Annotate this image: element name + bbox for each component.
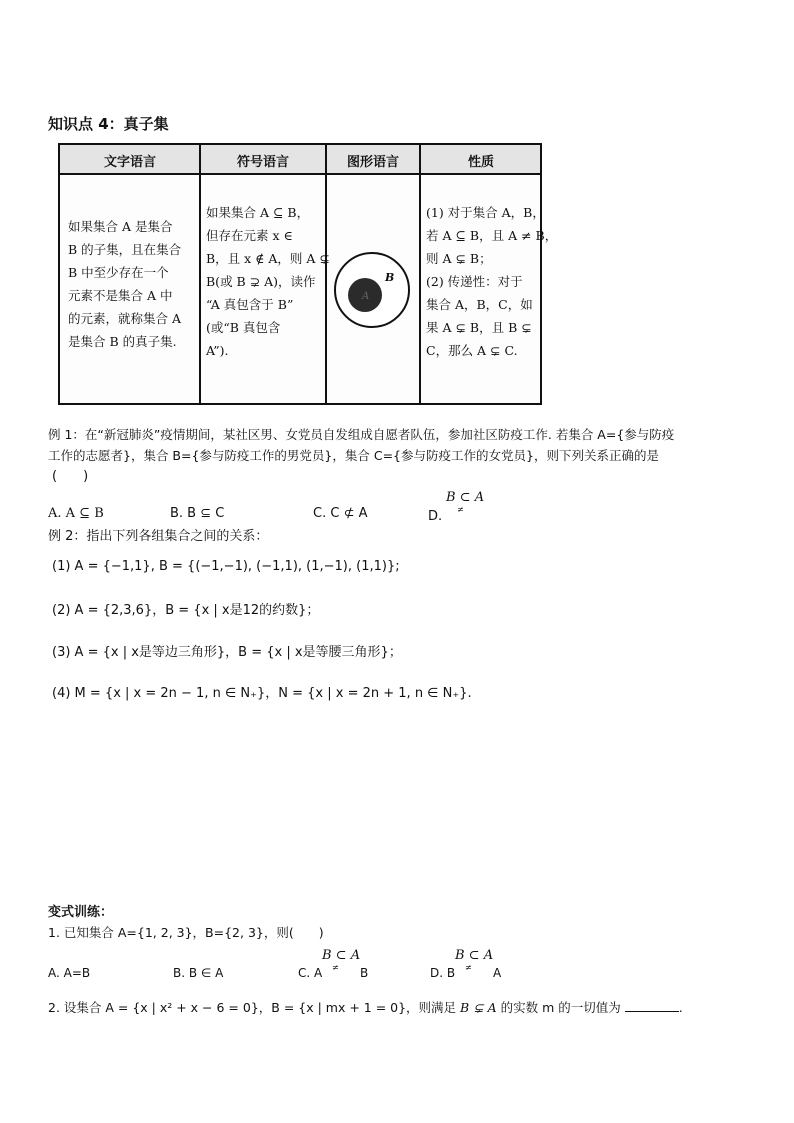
text-line: C，那么 A ⊊ C.	[426, 343, 518, 358]
properties-cell	[426, 201, 557, 362]
text-line: B 的子集，且在集合	[68, 242, 182, 257]
q2-text-post: 的实数 m 的一切值为	[500, 1000, 621, 1015]
ex1-text-line-2: 工作的志愿者}，集合 B={参与防疫工作的男党员}，集合 C={参与防疫工作的女党员}，则下列关系正确的是	[48, 448, 659, 463]
not-equal-mark: ≠	[332, 963, 339, 972]
concept-table	[58, 143, 558, 405]
ex2-item-3: (3) A = {x | x是等边三角形}，B = {x | x是等腰三角形}；	[52, 645, 402, 660]
not-equal-mark: ≠	[457, 505, 464, 514]
not-equal-mark: ≠	[465, 963, 472, 972]
column-divider	[199, 145, 201, 403]
q2-end: .	[678, 1000, 683, 1015]
text-line: 如果集合 A 是集合	[68, 219, 173, 234]
answer-blank[interactable]	[625, 999, 679, 1012]
ex2-item-2: (2) A = {2,3,6}，B = {x | x是12的约数}；	[52, 603, 320, 618]
text-language-cell	[68, 215, 181, 353]
header-text-language: 文字语言	[103, 155, 156, 170]
practice-q2	[48, 997, 683, 1019]
ex2-title: 例 2：指出下列各组集合之间的关系：	[48, 529, 269, 544]
column-divider	[419, 145, 421, 403]
section-title: 知识点 4：真子集	[48, 115, 169, 133]
q1-option-c-expr: B ⊂ A	[322, 948, 361, 963]
text-line: B(或 B ⊋ A)，读作	[206, 274, 316, 289]
symbol-language-cell	[206, 201, 330, 362]
label-a: A	[362, 291, 370, 302]
q1-option-b: B. B ∈ A	[173, 966, 224, 980]
text-line: “A 真包含于 B”	[206, 297, 294, 312]
ex1-option-c: C. C ⊄ A	[313, 506, 368, 521]
ex1-text-line-1: 例 1：在“新冠肺炎”疫情期间，某社区男、女党员自发组成自愿者队伍，参加社区防疫工作. 若集合 A={参与防疫	[48, 427, 675, 442]
header-properties: 性质	[467, 155, 494, 170]
table-header-row	[60, 145, 540, 175]
practice-title: 变式训练：	[48, 905, 114, 920]
text-line: 果 A ⊊ B，且 B ⊊	[426, 320, 532, 335]
text-line: (或“B 真包含	[206, 320, 281, 335]
text-line: 若 A ⊆ B，且 A ≠ B，	[426, 228, 558, 243]
text-line: (1) 对于集合 A，B，	[426, 205, 545, 220]
q2-text-pre: 2. 设集合 A = {x | x² + x − 6 = 0}，B = {x | mx + 1 = 0}，则满足	[48, 1000, 457, 1015]
text-line: (2) 传递性：对于	[426, 274, 523, 289]
header-symbol-language: 符号语言	[236, 155, 289, 170]
ex1-option-b: B. B ⊆ C	[170, 506, 225, 521]
header-graphic-language: 图形语言	[346, 155, 399, 170]
q2-relation: B ⊊ A	[460, 1000, 497, 1015]
text-line: B 中至少存在一个	[68, 265, 169, 280]
venn-diagram	[332, 249, 414, 331]
ex2-item-1: (1) A = {−1,1}, B = {(−1,−1), (−1,1), (1,−1), (1,1)};	[52, 559, 400, 574]
ex1-answer-paren: ( )	[52, 469, 89, 484]
text-line: 集合 A，B，C，如	[426, 297, 533, 312]
ex1-option-d-expr: B ⊂ A	[446, 490, 485, 505]
ex1-option-d-label: D.	[428, 509, 443, 524]
text-line: 但存在元素 x ∈	[206, 228, 293, 243]
text-line: 如果集合 A ⊆ B，	[206, 205, 310, 220]
q1-option-d-label: D. B	[430, 966, 456, 980]
q1-option-c-label: C. A	[298, 966, 323, 980]
ex1-option-a: A. A ⊆ B	[48, 506, 104, 521]
q1-option-a: A. A=B	[48, 966, 91, 980]
text-line: B，且 x ∉ A，则 A ⊊	[206, 251, 330, 266]
practice-q1: 1. 已知集合 A={1, 2, 3}，B={2, 3}，则( )	[48, 925, 324, 940]
q1-option-d-tail: A	[493, 966, 502, 980]
text-line: A”).	[206, 343, 229, 358]
q1-option-d-expr: B ⊂ A	[455, 948, 494, 963]
text-line: 是集合 B 的真子集.	[68, 334, 177, 349]
label-b: B	[385, 271, 395, 284]
text-line: 的元素，就称集合 A	[68, 311, 182, 326]
q1-option-c-tail: B	[360, 966, 369, 980]
text-line: 元素不是集合 A 中	[68, 288, 173, 303]
ex2-item-4: (4) M = {x | x = 2n − 1, n ∈ N₊}，N = {x | x = 2n + 1, n ∈ N₊}.	[52, 686, 472, 701]
text-line: 则 A ⊊ B；	[426, 251, 492, 266]
